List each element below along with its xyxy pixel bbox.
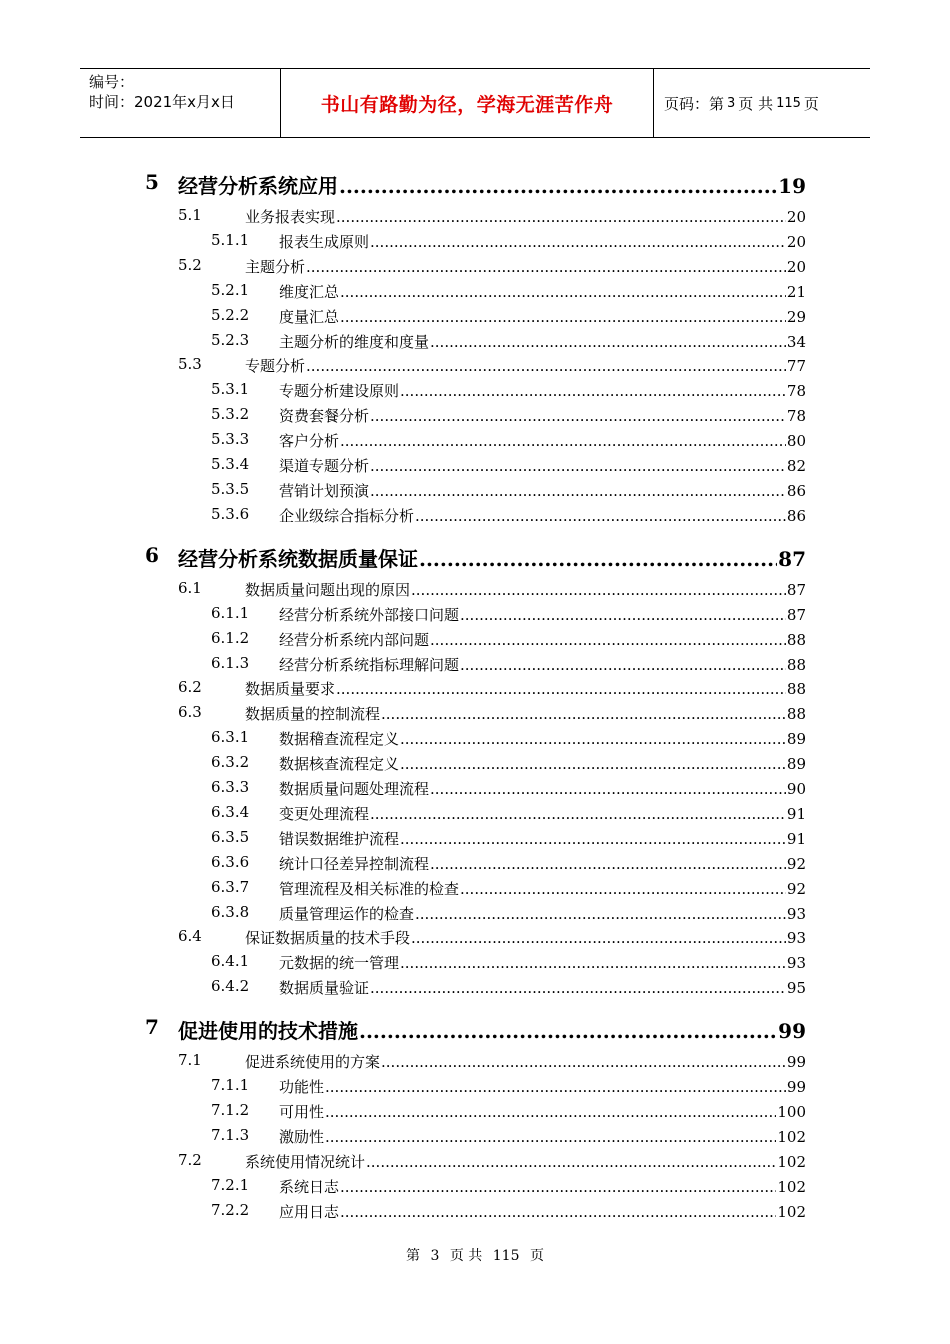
toc-entry-page: 93 — [786, 954, 806, 973]
document-number-label: 编号： — [89, 73, 135, 91]
toc-entry-line — [245, 927, 806, 948]
toc-entry-title: 专题分析 — [245, 357, 306, 376]
toc-entry-line — [279, 505, 806, 526]
toc-entry-page: 77 — [786, 357, 806, 376]
toc-entry-line — [279, 455, 806, 476]
toc-entry-number: 5.3.3 — [211, 430, 250, 449]
toc-entry-page: 91 — [786, 829, 806, 848]
footer-suffix: 页 — [529, 1248, 544, 1264]
toc-entry-title: 数据稽查流程定义 — [279, 730, 400, 749]
toc-entry-title: 功能性 — [279, 1078, 325, 1097]
toc-entry-page: 29 — [786, 307, 806, 326]
toc-entry-page: 91 — [786, 804, 806, 823]
header-page-current: 3 — [727, 95, 736, 111]
toc-entry-line — [245, 355, 806, 376]
toc-entry-title: 经营分析系统指标理解问题 — [279, 655, 460, 674]
toc-dot-leader — [340, 432, 786, 450]
footer-mid: 页 共 — [449, 1248, 483, 1264]
toc-entry-line — [279, 1076, 806, 1097]
toc-entry-number: 5.2 — [178, 255, 202, 274]
toc-entry-number: 7.1 — [178, 1051, 202, 1070]
toc-entry-page: 20 — [786, 257, 806, 276]
motto-text: 书山有路勤为径，学海无涯苦作舟 — [320, 93, 614, 116]
toc-dot-leader — [370, 482, 786, 500]
toc-entry-line — [245, 1151, 806, 1172]
toc-entry-page: 78 — [786, 407, 806, 426]
toc-dot-leader — [370, 805, 786, 823]
toc-dot-leader — [460, 656, 786, 674]
toc-entry-page: 87 — [786, 605, 806, 624]
toc-entry-number: 7 — [145, 1015, 159, 1040]
toc-entry-page: 102 — [777, 1202, 806, 1221]
toc-entry-title: 数据质量问题处理流程 — [279, 780, 430, 798]
header-page-prefix: 页码：第 — [664, 94, 725, 113]
toc-entry-title: 系统日志 — [279, 1177, 340, 1196]
toc-entry-title: 主题分析 — [245, 257, 306, 276]
page-header — [80, 68, 870, 138]
toc-dot-leader — [419, 547, 777, 571]
toc-entry-line — [279, 430, 806, 451]
toc-entry-title: 变更处理流程 — [279, 804, 370, 823]
toc-entry-number: 6.1.1 — [211, 603, 250, 622]
toc-entry-line — [279, 231, 806, 252]
toc-entry-page: 86 — [786, 481, 806, 500]
toc-entry-number: 6.3.8 — [211, 902, 250, 921]
toc-entry-page: 82 — [786, 457, 806, 475]
toc-entry-line — [279, 728, 806, 749]
toc-entry-number: 5.1.1 — [211, 230, 250, 249]
toc-entry-page: 89 — [786, 730, 806, 749]
footer-total-pages: 115 — [492, 1248, 520, 1264]
toc-entry-number: 7.2 — [178, 1150, 202, 1169]
toc-entry-number: 5.2.1 — [211, 280, 250, 299]
toc-entry-title: 质量管理运作的检查 — [279, 904, 415, 923]
toc-entry-title: 可用性 — [279, 1103, 325, 1121]
toc-entry-page: 20 — [786, 208, 806, 226]
toc-entry-title: 维度汇总 — [279, 282, 340, 301]
toc-entry-line — [279, 654, 806, 675]
toc-entry-title: 系统使用情况统计 — [245, 1152, 366, 1171]
toc-entry-line — [279, 405, 806, 426]
footer-prefix: 第 — [406, 1248, 421, 1264]
toc-entry-line — [279, 903, 806, 924]
toc-entry-number: 6.3.6 — [211, 852, 250, 871]
toc-entry-number: 6.1.2 — [211, 628, 250, 647]
toc-entry-line — [178, 543, 806, 572]
header-motto-cell — [281, 69, 654, 137]
toc-entry-line — [279, 778, 806, 799]
toc-entry-line — [279, 604, 806, 625]
toc-entry-title: 度量汇总 — [279, 307, 340, 326]
toc-dot-leader — [325, 1128, 776, 1146]
toc-dot-leader — [430, 333, 786, 351]
toc-entry-number: 6.3.5 — [211, 827, 250, 846]
toc-entry-line — [178, 170, 806, 199]
toc-entry-number: 5.3.6 — [211, 504, 250, 523]
toc-entry-number: 6.3.3 — [211, 778, 250, 796]
header-page-cell — [654, 69, 870, 137]
toc-entry-title: 统计口径差异控制流程 — [279, 854, 430, 873]
toc-entry-page: 92 — [786, 879, 806, 898]
toc-entry-number: 5.3 — [178, 355, 202, 374]
toc-dot-leader — [306, 258, 786, 276]
toc-entry-number: 6.3.2 — [211, 753, 250, 772]
toc-dot-leader — [411, 929, 786, 947]
toc-entry-title: 营销计划预演 — [279, 481, 370, 500]
toc-entry-page: 80 — [786, 432, 806, 451]
toc-entry-line — [245, 206, 806, 227]
toc-entry-title: 激励性 — [279, 1127, 325, 1146]
toc-entry-title: 促进使用的技术措施 — [178, 1019, 358, 1044]
header-info-cell — [80, 69, 281, 137]
toc-entry-title: 经营分析系统应用 — [178, 174, 338, 198]
toc-entry-page: 78 — [786, 382, 806, 401]
toc-dot-leader — [381, 1053, 786, 1071]
header-page-mid: 页 共 — [738, 94, 774, 113]
toc-entry-line — [279, 480, 806, 501]
toc-dot-leader — [366, 1153, 776, 1171]
toc-entry-page: 88 — [786, 705, 806, 724]
toc-dot-leader — [460, 606, 786, 624]
toc-entry-number: 6.2 — [178, 678, 202, 697]
toc-dot-leader — [340, 308, 786, 326]
toc-entry-title: 数据质量验证 — [279, 979, 370, 998]
toc-entry-number: 6.1 — [178, 578, 202, 597]
toc-dot-leader — [359, 1019, 777, 1043]
footer-current-page: 3 — [430, 1248, 440, 1264]
toc-dot-leader — [430, 631, 786, 649]
toc-entry-title: 经营分析系统内部问题 — [279, 630, 430, 649]
toc-entry-number: 6.4 — [178, 927, 202, 946]
toc-dot-leader — [370, 233, 786, 251]
toc-entry-page: 88 — [786, 655, 806, 674]
toc-entry-page: 87 — [778, 546, 806, 571]
toc-entry-title: 企业级综合指标分析 — [279, 506, 415, 525]
toc-dot-leader — [460, 880, 786, 898]
toc-entry-page: 21 — [786, 282, 806, 301]
toc-entry-line — [245, 678, 806, 699]
toc-entry-line — [279, 828, 806, 849]
toc-entry-title: 保证数据质量的技术手段 — [245, 929, 411, 948]
toc-entry-line — [279, 878, 806, 899]
toc-dot-leader — [339, 174, 777, 198]
toc-dot-leader — [400, 382, 786, 400]
toc-entry-number: 5.3.1 — [211, 380, 250, 399]
toc-entry-page: 102 — [777, 1152, 806, 1171]
toc-entry-title: 数据质量的控制流程 — [245, 705, 381, 724]
toc-entry-page: 93 — [786, 904, 806, 923]
toc-dot-leader — [400, 830, 786, 848]
toc-entry-line — [279, 331, 806, 352]
toc-entry-number: 6.1.3 — [211, 653, 250, 672]
toc-entry-line — [279, 1201, 806, 1222]
toc-entry-title: 报表生成原则 — [279, 232, 370, 251]
toc-entry-page: 89 — [786, 755, 806, 774]
toc-entry-line — [245, 703, 806, 724]
toc-dot-leader — [325, 1078, 786, 1096]
toc-entry-page: 95 — [786, 979, 806, 998]
toc-entry-line — [279, 952, 806, 973]
toc-dot-leader — [340, 1178, 776, 1196]
toc-entry-page: 102 — [777, 1127, 806, 1146]
toc-entry-line — [279, 380, 806, 401]
toc-dot-leader — [370, 979, 786, 997]
toc-entry-number: 5.3.5 — [211, 479, 250, 498]
toc-entry-title: 促进系统使用的方案 — [245, 1053, 381, 1072]
toc-entry-line — [245, 579, 806, 600]
toc-entry-title: 专题分析建设原则 — [279, 382, 400, 401]
toc-entry-title: 经营分析系统数据质量保证 — [178, 546, 418, 571]
toc-entry-title: 资费套餐分析 — [279, 407, 370, 426]
toc-dot-leader — [336, 680, 786, 698]
toc-entry-number: 6.3.4 — [211, 802, 250, 821]
toc-dot-leader — [411, 581, 786, 599]
toc-dot-leader — [306, 357, 786, 375]
toc-entry-page: 86 — [786, 506, 806, 525]
toc-dot-leader — [336, 208, 786, 226]
toc-entry-line — [279, 629, 806, 650]
toc-entry-number: 6 — [145, 542, 159, 567]
toc-dot-leader — [430, 780, 786, 798]
toc-entry-title: 经营分析系统外部接口问题 — [279, 605, 460, 624]
toc-entry-number: 5 — [145, 170, 159, 194]
toc-entry-number: 5.1 — [178, 206, 202, 224]
toc-entry-page: 88 — [786, 680, 806, 699]
toc-entry-page: 90 — [786, 780, 806, 798]
toc-entry-title: 应用日志 — [279, 1202, 340, 1221]
toc-entry-line — [279, 281, 806, 302]
toc-entry-number: 5.3.2 — [211, 405, 250, 424]
toc-entry-number: 5.2.2 — [211, 305, 250, 324]
toc-entry-number: 5.2.3 — [211, 330, 250, 349]
toc-entry-title: 数据质量要求 — [245, 680, 336, 699]
toc-dot-leader — [340, 283, 786, 301]
toc-entry-title: 数据核查流程定义 — [279, 755, 400, 774]
header-page-suffix: 页 — [803, 94, 819, 113]
toc-entry-page: 102 — [777, 1177, 806, 1196]
toc-dot-leader — [325, 1103, 776, 1121]
toc-entry-page: 20 — [786, 232, 806, 251]
toc-entry-number: 6.4.2 — [211, 977, 250, 996]
toc-entry-line — [279, 1101, 806, 1122]
toc-entry-number: 6.4.1 — [211, 952, 250, 971]
toc-entry-page: 34 — [786, 332, 806, 351]
toc-dot-leader — [415, 507, 786, 525]
toc-dot-leader — [400, 755, 786, 773]
toc-dot-leader — [400, 730, 786, 748]
toc-dot-leader — [400, 954, 786, 972]
toc-entry-line — [279, 977, 806, 998]
toc-dot-leader — [370, 407, 786, 425]
toc-entry-page: 93 — [786, 929, 806, 948]
toc-entry-page: 100 — [777, 1103, 806, 1121]
toc-entry-number: 7.2.2 — [211, 1200, 250, 1219]
toc-entry-line — [279, 306, 806, 327]
header-page-total: 115 — [776, 95, 801, 111]
toc-dot-leader — [370, 457, 786, 475]
toc-dot-leader — [415, 905, 786, 923]
toc-entry-page: 92 — [786, 854, 806, 873]
toc-dot-leader — [381, 705, 786, 723]
toc-entry-title: 管理流程及相关标准的检查 — [279, 879, 460, 898]
toc-dot-leader — [430, 855, 786, 873]
toc-entry-page: 99 — [778, 1019, 806, 1044]
toc-entry-title: 渠道专题分析 — [279, 457, 370, 475]
toc-entry-page: 99 — [786, 1078, 806, 1097]
toc-entry-title: 业务报表实现 — [245, 208, 336, 226]
toc-entry-number: 7.1.3 — [211, 1125, 250, 1144]
toc-entry-line — [279, 1126, 806, 1147]
toc-entry-line — [279, 1176, 806, 1197]
toc-dot-leader — [340, 1203, 776, 1221]
toc-entry-line — [245, 256, 806, 277]
page-footer — [0, 1245, 950, 1265]
toc-entry-number: 6.3 — [178, 703, 202, 722]
toc-entry-page: 19 — [778, 174, 806, 198]
toc-entry-title: 错误数据维护流程 — [279, 829, 400, 848]
toc-entry-page: 99 — [786, 1053, 806, 1072]
toc-entry-number: 6.3.7 — [211, 877, 250, 896]
toc-entry-number: 5.3.4 — [211, 455, 250, 473]
toc-entry-line — [279, 803, 806, 824]
toc-entry-title: 元数据的统一管理 — [279, 954, 400, 973]
toc-entry-page: 87 — [786, 580, 806, 599]
document-date: 时间：2021年x月x日 — [89, 93, 235, 111]
toc-entry-number: 7.1.2 — [211, 1101, 250, 1119]
toc-entry-page: 88 — [786, 630, 806, 649]
toc-entry-title: 客户分析 — [279, 432, 340, 451]
toc-entry-number: 7.2.1 — [211, 1175, 250, 1194]
toc-entry-title: 数据质量问题出现的原因 — [245, 580, 411, 599]
toc-entry-title: 主题分析的维度和度量 — [279, 332, 430, 351]
toc-entry-line — [245, 1051, 806, 1072]
toc-entry-line — [279, 753, 806, 774]
toc-entry-number: 6.3.1 — [211, 728, 250, 747]
toc-entry-line — [178, 1015, 806, 1044]
toc-entry-line — [279, 853, 806, 874]
toc-entry-number: 7.1.1 — [211, 1076, 250, 1095]
